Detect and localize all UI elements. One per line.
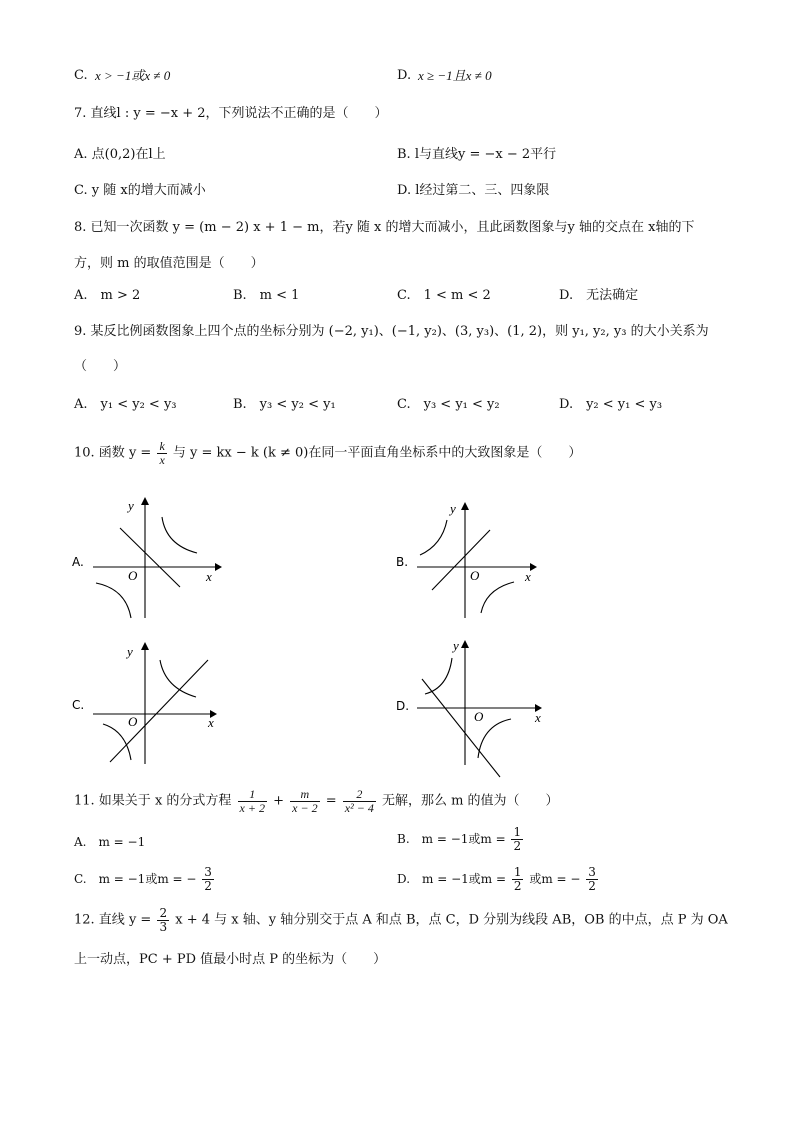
q11-plus: + (273, 793, 285, 809)
q11-frac-1-num: 1 (238, 788, 267, 802)
q11-option-b-pre: B. m = −1或m = (397, 832, 506, 847)
q9-option-a: A. y₁ < y₂ < y₃ (74, 397, 177, 412)
q10-c-x-label: x (208, 715, 214, 730)
q10-a-y-label: y (128, 498, 134, 513)
q7-option-c: C. y 随 x的增大而减小 (74, 183, 206, 198)
q10-graph-d (392, 635, 552, 780)
q10-a-origin: O (128, 568, 138, 583)
q10-graph-b (392, 495, 552, 623)
q6-option-d-text: x ≥ −1且x ≠ 0 (418, 68, 492, 83)
q11-option-c (74, 866, 216, 892)
q10-d-y-label: y (453, 638, 459, 653)
q6-option-d: D. (397, 68, 412, 83)
q11-option-d-den-1: 2 (513, 878, 522, 893)
q8-option-a: A. m > 2 (74, 288, 141, 303)
q11-option-b (397, 826, 525, 852)
q12-stem-pre: 12. 直线 y = (74, 912, 152, 928)
q10-d-x-label: x (535, 710, 541, 725)
q12-stem-line2: 上一动点，PC + PD 值最小时点 P 的坐标为（ ） (74, 952, 387, 967)
q10-a-x-label: x (206, 569, 212, 584)
q6-option-c: C. (74, 68, 88, 83)
q10-label-a: A. (72, 555, 84, 569)
q12-frac-den: 3 (159, 919, 168, 934)
q11-option-c-den: 2 (204, 878, 212, 893)
q10-b-x-label: x (525, 569, 531, 584)
q11-option-d (397, 866, 600, 892)
q11-option-c-pre: C. m = −1或m = − (74, 872, 197, 887)
q8-stem-line2: 方，则 m 的取值范围是（ ） (74, 256, 264, 271)
q8-option-d: D. 无法确定 (559, 288, 639, 303)
q12-fraction (157, 907, 169, 933)
q9-option-d: D. y₂ < y₁ < y₃ (559, 397, 663, 412)
q10-frac-num: k (159, 439, 165, 453)
q11-option-b-num: 1 (513, 825, 522, 839)
q11-frac-3-num: 2 (343, 788, 376, 802)
q9-option-b: B. y₃ < y₂ < y₁ (233, 397, 336, 412)
q10-stem-pre: 10. 函数 y = (74, 445, 152, 461)
q11-option-d-frac-2 (586, 866, 598, 892)
q12-stem-line1 (74, 907, 728, 933)
q11-option-a: A. m = −1 (74, 835, 146, 849)
q11-option-c-num: 3 (204, 865, 212, 879)
q11-frac-3-den: x² − 4 (344, 800, 374, 815)
q10-stem-post: 与 y = kx − k (k ≠ 0)在同一平面直角坐标系中的大致图象是（ ） (172, 445, 582, 461)
q11-option-c-frac (202, 866, 214, 892)
q7-option-b: B. l与直线y = −x − 2平行 (397, 147, 557, 162)
q11-option-d-pre: D. m = −1或m = (397, 872, 507, 887)
q11-option-d-num-2: 3 (588, 865, 596, 879)
q10-c-y-label: y (127, 644, 133, 659)
q11-option-d-frac-1 (512, 866, 524, 892)
q10-label-b: B. (396, 555, 409, 569)
q9-stem-line1: 9. 某反比例函数图象上四个点的坐标分别为 (−2, y₁)、(−1, y₂)、(3, y₃)、(1, 2)，则 y₁, y₂, y₃ 的大小关系为 (74, 324, 709, 339)
q10-b-origin: O (470, 568, 480, 583)
q10-c-origin: O (128, 714, 138, 729)
q9-option-c: C. y₃ < y₁ < y₂ (397, 397, 500, 412)
q10-label-d: D. (396, 699, 410, 713)
q10-label-c: C. (72, 698, 85, 712)
q11-frac-2-den: x − 2 (292, 800, 318, 815)
q12-frac-num: 2 (159, 906, 168, 920)
q8-option-b: B. m < 1 (233, 288, 300, 303)
q7-stem: 7. 直线l : y = −x + 2，下列说法不正确的是（ ） (74, 106, 388, 121)
q10-d-origin: O (474, 709, 484, 724)
q9-stem-line2: （ ） (74, 359, 127, 374)
q11-stem-pre: 11. 如果关于 x 的分式方程 (74, 793, 232, 809)
q11-frac-3 (343, 788, 376, 814)
q7-option-d: D. l经过第二、三、四象限 (397, 183, 550, 198)
q11-frac-1-den: x + 2 (239, 800, 265, 815)
q11-stem (74, 788, 559, 814)
q11-frac-2 (290, 788, 319, 814)
q10-graph-c (70, 635, 230, 767)
q11-option-d-num-1: 1 (513, 865, 522, 879)
q10-frac-den: x (159, 452, 165, 467)
q6-option-c-text: x > −1或x ≠ 0 (95, 68, 171, 83)
q10-b-y-label: y (450, 501, 456, 516)
q10-graph-a (70, 495, 230, 623)
q11-option-d-den-2: 2 (588, 878, 596, 893)
q11-stem-post: 无解，那么 m 的值为（ ） (381, 793, 559, 809)
q11-equals: = (325, 793, 337, 809)
q11-option-d-mid: 或m = − (529, 872, 581, 887)
q8-option-c: C. 1 < m < 2 (397, 288, 491, 303)
q11-frac-2-num: m (290, 788, 319, 802)
q7-option-a: A. 点(0,2)在l上 (74, 147, 166, 162)
q10-fraction (157, 440, 166, 466)
q12-stem-post: x + 4 与 x 轴、y 轴分别交于点 A 和点 B，点 C，D 分别为线段 AB，OB 的中点，点 P 为 OA (175, 912, 728, 928)
q8-stem-line1: 8. 已知一次函数 y = (m − 2) x + 1 − m，若y 随 x 的增大而减小，且此函数图象与y 轴的交点在 x轴的下 (74, 220, 695, 235)
q11-option-b-den: 2 (513, 838, 522, 853)
q10-stem (74, 440, 581, 466)
q11-frac-1 (238, 788, 267, 814)
q11-option-b-frac (511, 826, 523, 852)
